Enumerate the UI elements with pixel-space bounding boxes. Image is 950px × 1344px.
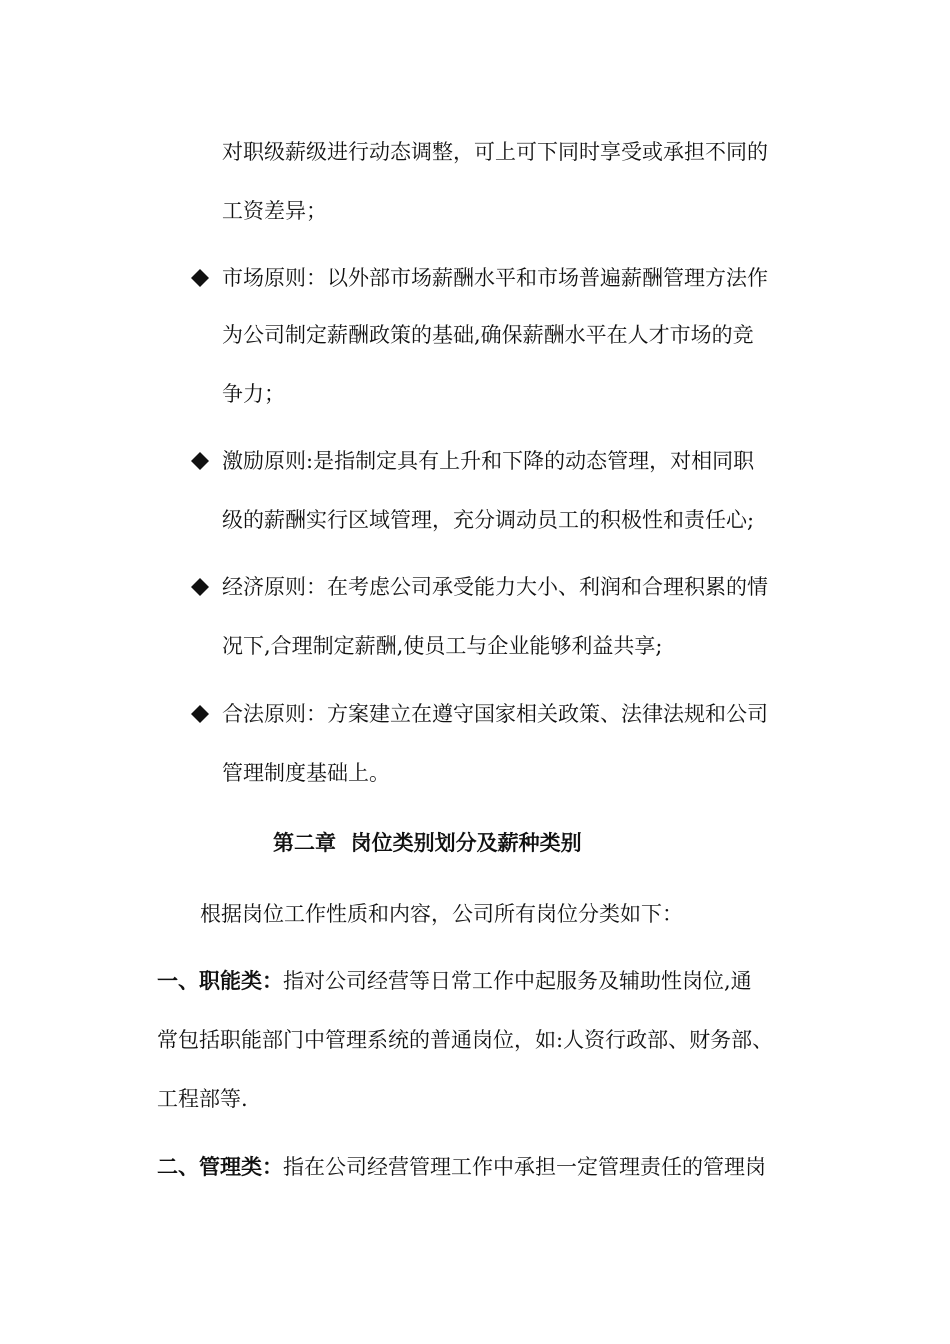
- category-text: 指在公司经营管理工作中承担一定管理责任的管理岗: [283, 1155, 766, 1179]
- principle-line: 合法原则：方案建立在遵守国家相关政策、法律法规和公司: [222, 702, 768, 726]
- diamond-bullet-icon: [188, 573, 212, 601]
- principle-line: 况下,合理制定薪酬,使员工与企业能够利益共享;: [222, 634, 663, 658]
- principle-line: 管理制度基础上。: [222, 761, 390, 785]
- intro-text: 根据岗位工作性质和内容，公司所有岗位分类如下：: [200, 902, 683, 926]
- category-text: 指对公司经营等日常工作中起服务及辅助性岗位,通: [283, 969, 752, 993]
- diamond-bullet-icon: [188, 700, 212, 728]
- principle-line: 市场原则：以外部市场薪酬水平和市场普遍薪酬管理方法作: [222, 266, 768, 290]
- category-line: 常包括职能部门中管理系统的普通岗位，如:人资行政部、财务部、: [157, 1028, 774, 1052]
- paragraph-line: 对职级薪级进行动态调整，可上可下同时享受或承担不同的: [222, 140, 768, 164]
- chapter-title: 第二章 岗位类别划分及薪种类别: [273, 830, 582, 855]
- principle-line: 争力；: [222, 382, 285, 406]
- diamond-bullet-icon: [188, 264, 212, 292]
- principle-line: 经济原则：在考虑公司承受能力大小、利润和合理积累的情: [222, 575, 768, 599]
- principle-line: 级的薪酬实行区域管理，充分调动员工的积极性和责任心;: [222, 508, 755, 532]
- category-item: [157, 1153, 766, 1181]
- principle-line: 激励原则:是指制定具有上升和下降的动态管理，对相同职: [222, 449, 755, 473]
- category-item: [157, 967, 752, 995]
- diamond-bullet-icon: [188, 447, 212, 475]
- category-label: 一、职能类：: [157, 968, 283, 993]
- principle-line: 为公司制定薪酬政策的基础,确保薪酬水平在人才市场的竞: [222, 323, 754, 347]
- category-label: 二、管理类：: [157, 1154, 283, 1179]
- category-line: 工程部等.: [157, 1087, 248, 1111]
- paragraph-line: 工资差异；: [222, 199, 327, 223]
